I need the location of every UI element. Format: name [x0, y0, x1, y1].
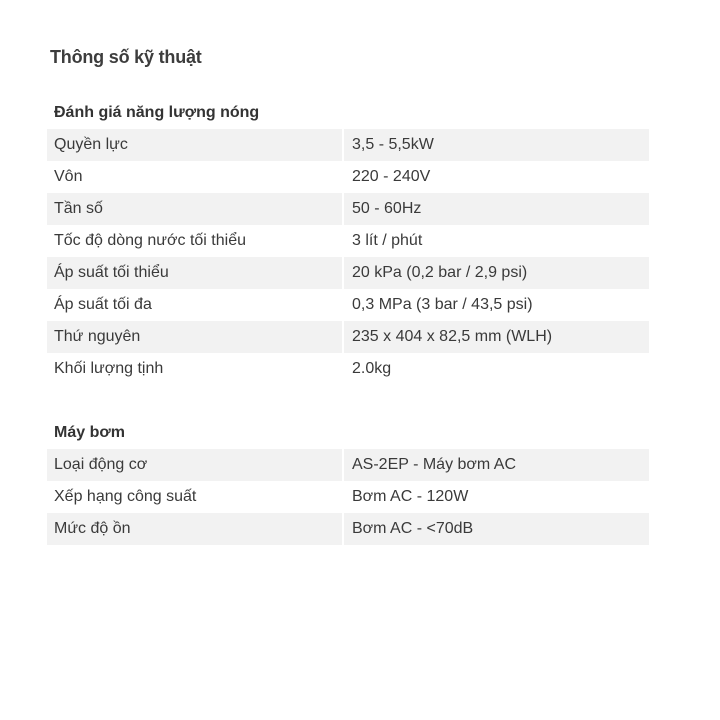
spec-row	[47, 481, 649, 513]
spec-row	[47, 289, 649, 321]
spec-section-heating	[47, 97, 649, 385]
spec-value: 3,5 - 5,5kW	[344, 129, 649, 161]
spec-label: Áp suất tối đa	[47, 289, 342, 321]
spec-label: Mức độ ồn	[47, 513, 342, 545]
spec-value: 235 x 404 x 82,5 mm (WLH)	[344, 321, 649, 353]
spec-label: Áp suất tối thiểu	[47, 257, 342, 289]
spec-value: 220 - 240V	[344, 161, 649, 193]
spec-row	[47, 449, 649, 481]
spec-label: Xếp hạng công suất	[47, 481, 342, 513]
spec-value: 20 kPa (0,2 bar / 2,9 psi)	[344, 257, 649, 289]
spec-value: AS-2EP - Máy bơm AC	[344, 449, 649, 481]
spec-label: Khối lượng tịnh	[47, 353, 342, 385]
section-heading: Đánh giá năng lượng nóng	[54, 104, 260, 121]
spec-value: Bơm AC - <70dB	[344, 513, 649, 545]
section-heading: Máy bơm	[54, 424, 125, 441]
spec-label: Loại động cơ	[47, 449, 342, 481]
spec-label: Tần số	[47, 193, 342, 225]
spec-value: 2.0kg	[344, 353, 649, 385]
spec-label: Vôn	[47, 161, 342, 193]
spec-row	[47, 353, 649, 385]
page-title: Thông số kỹ thuật	[50, 47, 202, 67]
spec-value: Bơm AC - 120W	[344, 481, 649, 513]
spec-row	[47, 257, 649, 289]
spec-row	[47, 129, 649, 161]
spec-row	[47, 161, 649, 193]
spec-row	[47, 225, 649, 257]
spec-row	[47, 193, 649, 225]
spec-label: Tốc độ dòng nước tối thiểu	[47, 225, 342, 257]
spec-label: Quyền lực	[47, 129, 342, 161]
spec-section-pump	[47, 417, 649, 545]
spec-row	[47, 513, 649, 545]
spec-label: Thứ nguyên	[47, 321, 342, 353]
spec-value: 3 lít / phút	[344, 225, 649, 257]
spec-value: 50 - 60Hz	[344, 193, 649, 225]
spec-value: 0,3 MPa (3 bar / 43,5 psi)	[344, 289, 649, 321]
spec-row	[47, 321, 649, 353]
